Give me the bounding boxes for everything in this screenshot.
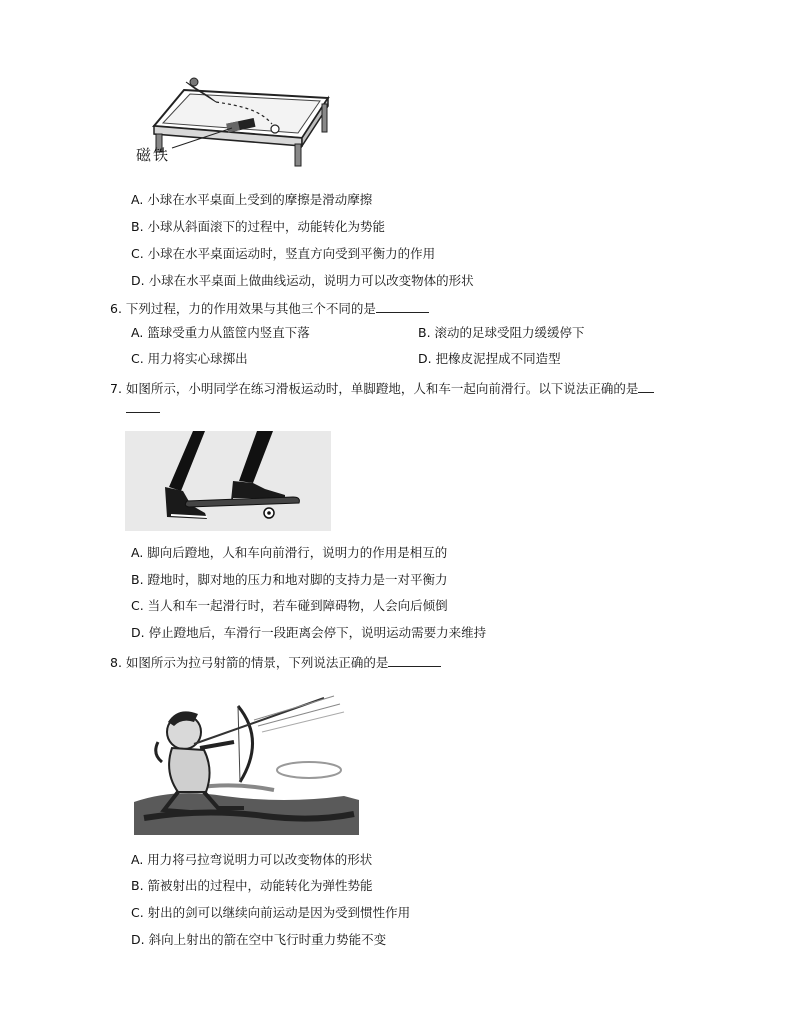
q5-option-b: B. 小球从斜面滚下的过程中，动能转化为势能 bbox=[131, 219, 386, 234]
q7-option-a: A. 脚向后蹬地，人和车向前滑行，说明力的作用是相互的 bbox=[131, 545, 448, 560]
q7-option-c: C. 当人和车一起滑行时，若车碰到障碍物，人会向后倾倒 bbox=[131, 598, 448, 613]
q7-option-b: B. 蹬地时，脚对地的压力和地对脚的支持力是一对平衡力 bbox=[131, 572, 448, 587]
q8-option-b: B. 箭被射出的过程中，动能转化为弹性势能 bbox=[131, 878, 373, 893]
q5-option-d: D. 小球在水平桌面上做曲线运动，说明力可以改变物体的形状 bbox=[131, 273, 474, 288]
q7-stem: 7. 如图所示，小明同学在练习滑板运动时，单脚蹬地，人和车一起向前滑行。以下说法正确的是 bbox=[110, 381, 639, 396]
q6-option-c: C. 用力将实心球掷出 bbox=[131, 351, 248, 366]
q7-option-d: D. 停止蹬地后，车滑行一段距离会停下，说明运动需要力来维持 bbox=[131, 625, 487, 640]
figure-magnet-table bbox=[132, 74, 342, 184]
q8-option-d: D. 斜向上射出的箭在空中飞行时重力势能不变 bbox=[131, 932, 387, 947]
q8-answer-blank[interactable] bbox=[388, 654, 441, 667]
q6-option-b: B. 滚动的足球受阻力缓缓停下 bbox=[418, 325, 585, 340]
q6-answer-blank[interactable] bbox=[376, 300, 429, 313]
q8-option-a: A. 用力将弓拉弯说明力可以改变物体的形状 bbox=[131, 852, 373, 867]
q8-stem-row bbox=[110, 654, 441, 671]
q8-stem: 8. 如图所示为拉弓射箭的情景，下列说法正确的是 bbox=[110, 655, 389, 670]
figure-archer bbox=[134, 692, 359, 835]
q7-answer-blank-2[interactable] bbox=[126, 412, 160, 413]
q6-option-a: A. 篮球受重力从篮筐内竖直下落 bbox=[131, 325, 310, 340]
q8-option-c: C. 射出的剑可以继续向前运动是因为受到惯性作用 bbox=[131, 905, 411, 920]
q6-option-d: D. 把橡皮泥捏成不同造型 bbox=[418, 351, 561, 366]
magnet-label: 磁铁 bbox=[136, 146, 171, 164]
q7-answer-blank-1[interactable] bbox=[638, 380, 654, 393]
q7-stem-row bbox=[110, 380, 654, 397]
q5-option-a: A. 小球在水平桌面上受到的摩擦是滑动摩擦 bbox=[131, 192, 373, 207]
q6-stem: 6. 下列过程，力的作用效果与其他三个不同的是 bbox=[110, 301, 376, 316]
figure-skateboard bbox=[125, 431, 331, 531]
q5-option-c: C. 小球在水平桌面运动时，竖直方向受到平衡力的作用 bbox=[131, 246, 436, 261]
q6-stem-row bbox=[110, 300, 429, 317]
